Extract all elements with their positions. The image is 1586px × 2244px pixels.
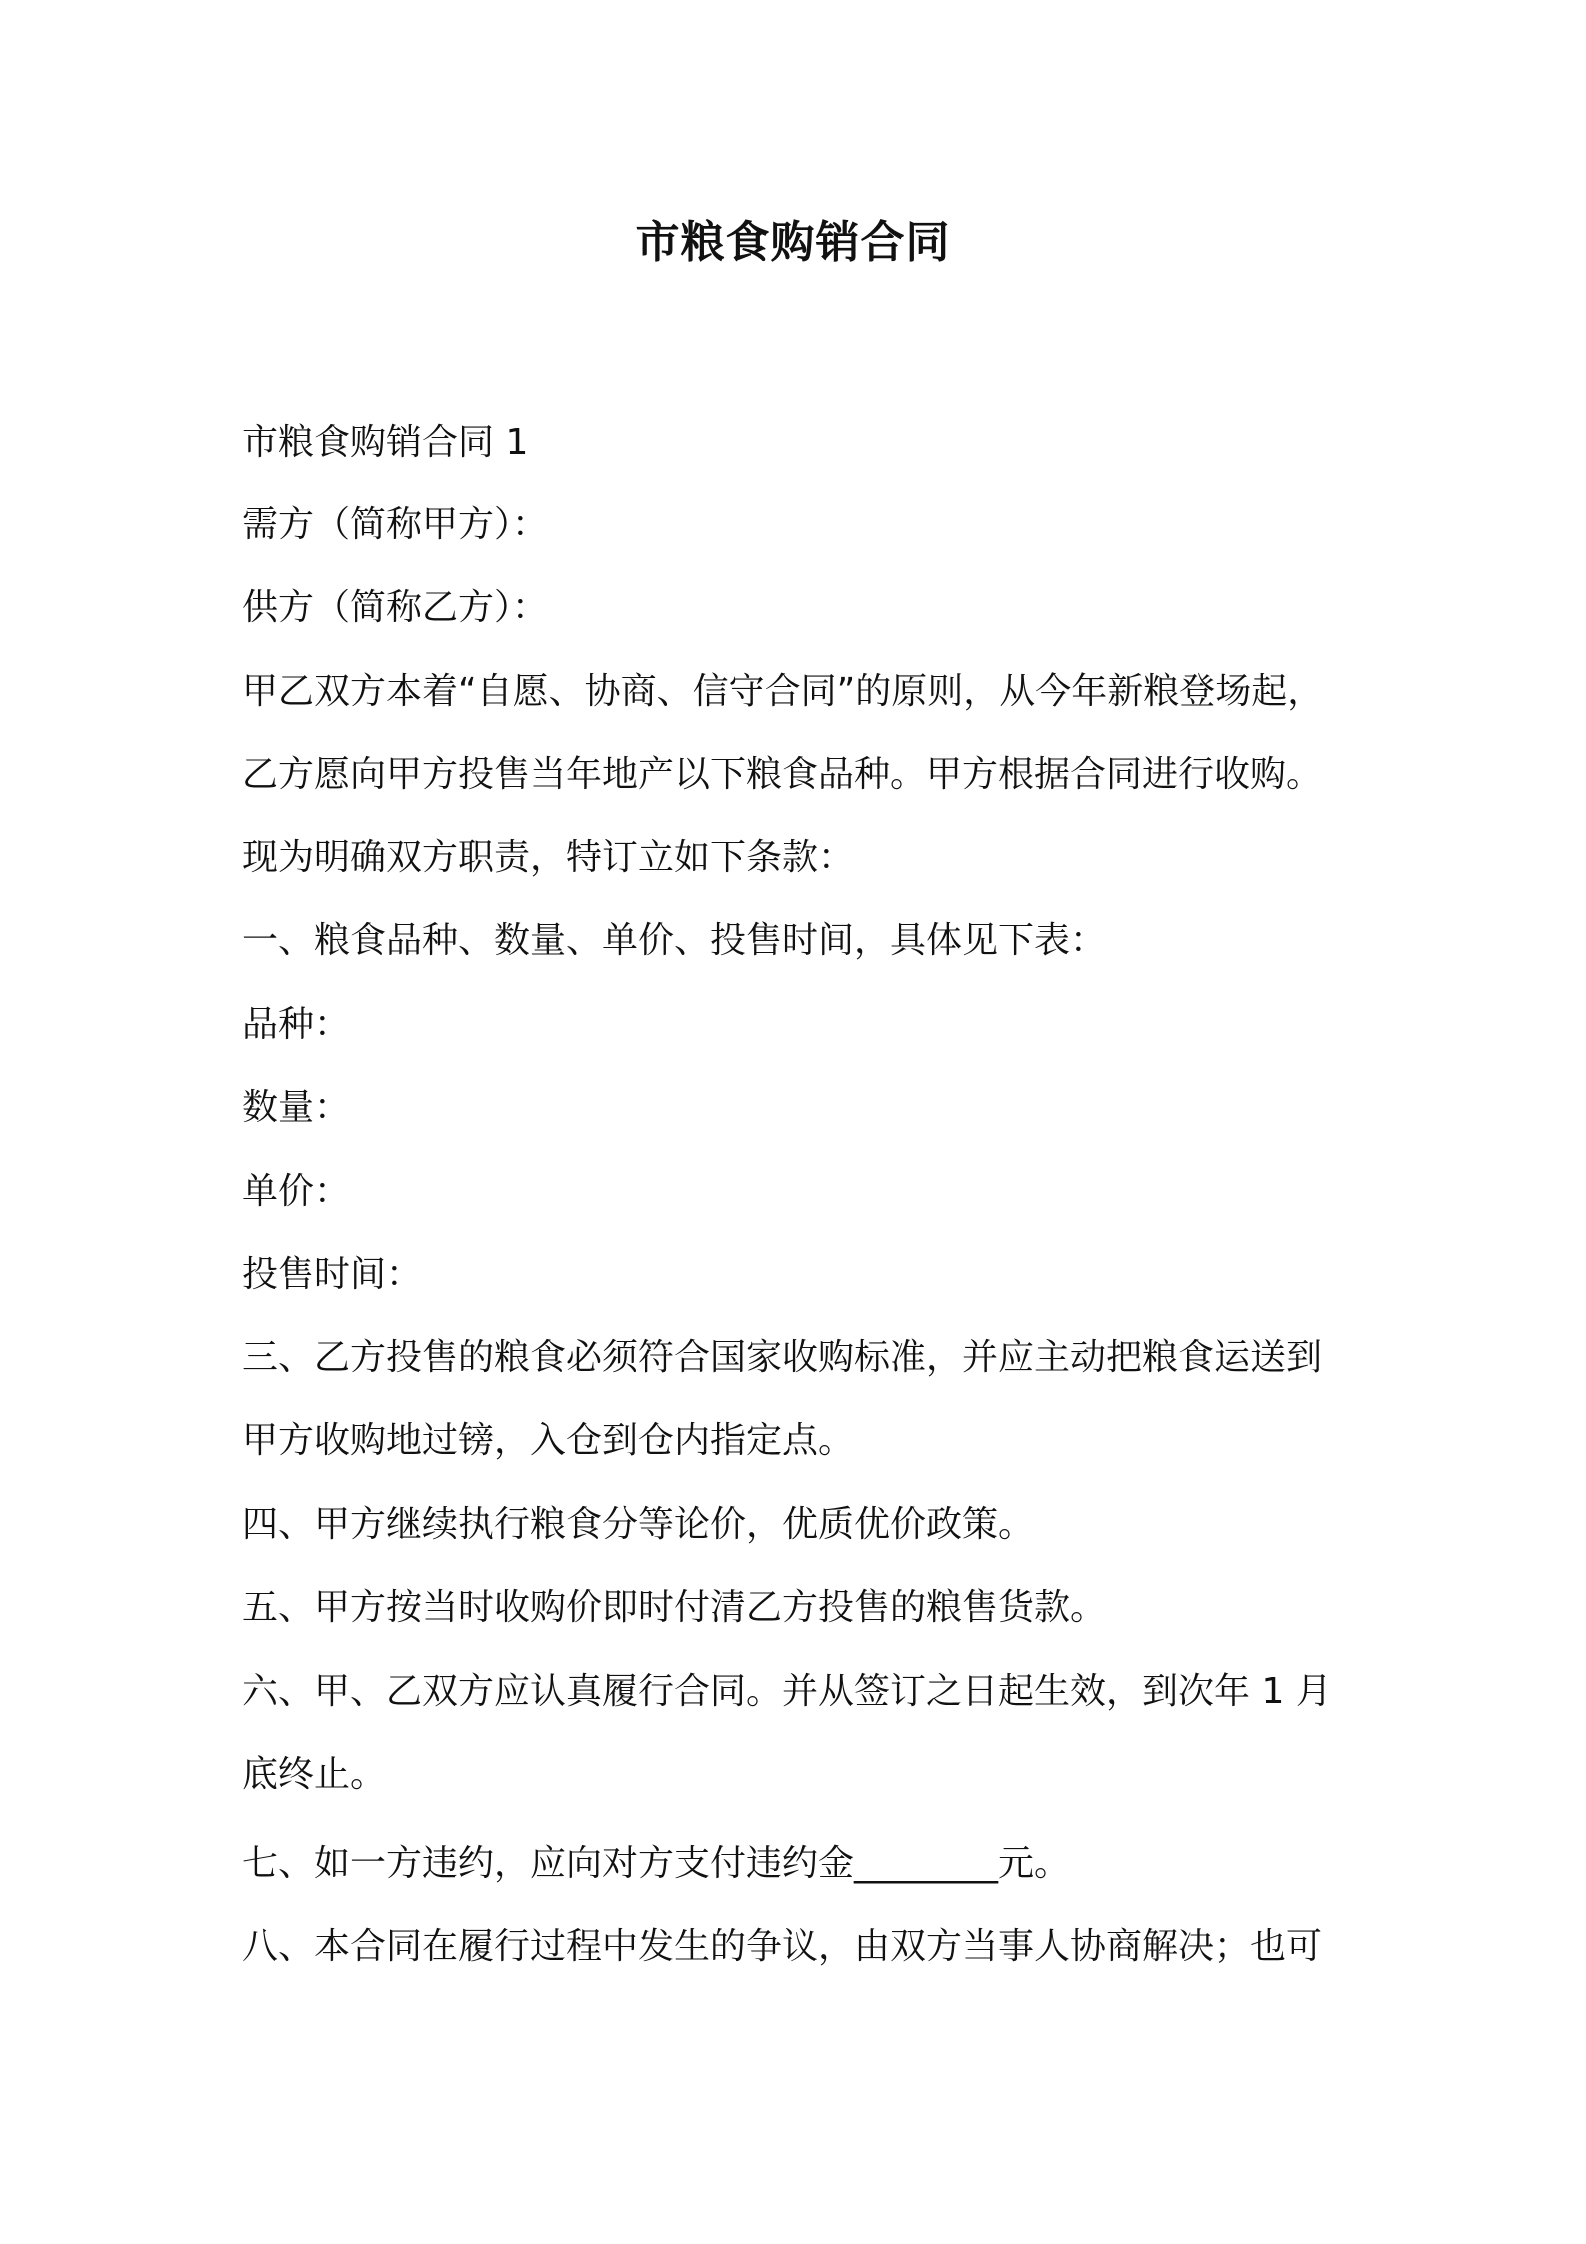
contract-heading: 市粮食购销合同 1 <box>242 422 529 463</box>
seller-line: 供方（简称乙方）： <box>242 587 549 628</box>
delivery-time-field: 投售时间： <box>242 1254 423 1295</box>
clause-1: 一、粮食品种、数量、单价、投售时间，具体见下表： <box>242 920 1107 961</box>
clause-8-line-1: 八、本合同在履行过程中发生的争议，由双方当事人协商解决；也可 <box>242 1926 1323 1967</box>
clause-4: 四、甲方继续执行粮食分等论价，优质优价政策。 <box>242 1504 1035 1545</box>
preamble-line-1: 甲乙双方本着“自愿、协商、信守合同”的原则，从今年新粮登场起， <box>242 671 1324 712</box>
document-title: 市粮食购销合同 <box>635 217 951 268</box>
clause-7: 七、如一方违约，应向对方支付违约金________元。 <box>242 1843 1071 1884</box>
buyer-line: 需方（简称甲方）： <box>242 504 549 545</box>
preamble-line-2: 乙方愿向甲方投售当年地产以下粮食品种。甲方根据合同进行收购。 <box>242 754 1323 795</box>
clause-3-line-1: 三、乙方投售的粮食必须符合国家收购标准，并应主动把粮食运送到 <box>242 1337 1323 1378</box>
preamble-line-3: 现为明确双方职责，特订立如下条款： <box>242 837 855 878</box>
quantity-field: 数量： <box>242 1087 351 1128</box>
clause-5: 五、甲方按当时收购价即时付清乙方投售的粮售货款。 <box>242 1587 1107 1628</box>
clause-6-line-1: 六、甲、乙双方应认真履行合同。并从签订之日起生效，到次年 1 月 <box>242 1671 1332 1712</box>
variety-field: 品种： <box>242 1004 351 1045</box>
unit-price-field: 单价： <box>242 1171 351 1212</box>
clause-3-line-2: 甲方收购地过镑，入仓到仓内指定点。 <box>242 1420 855 1461</box>
clause-6-line-2: 底终止。 <box>242 1754 387 1795</box>
